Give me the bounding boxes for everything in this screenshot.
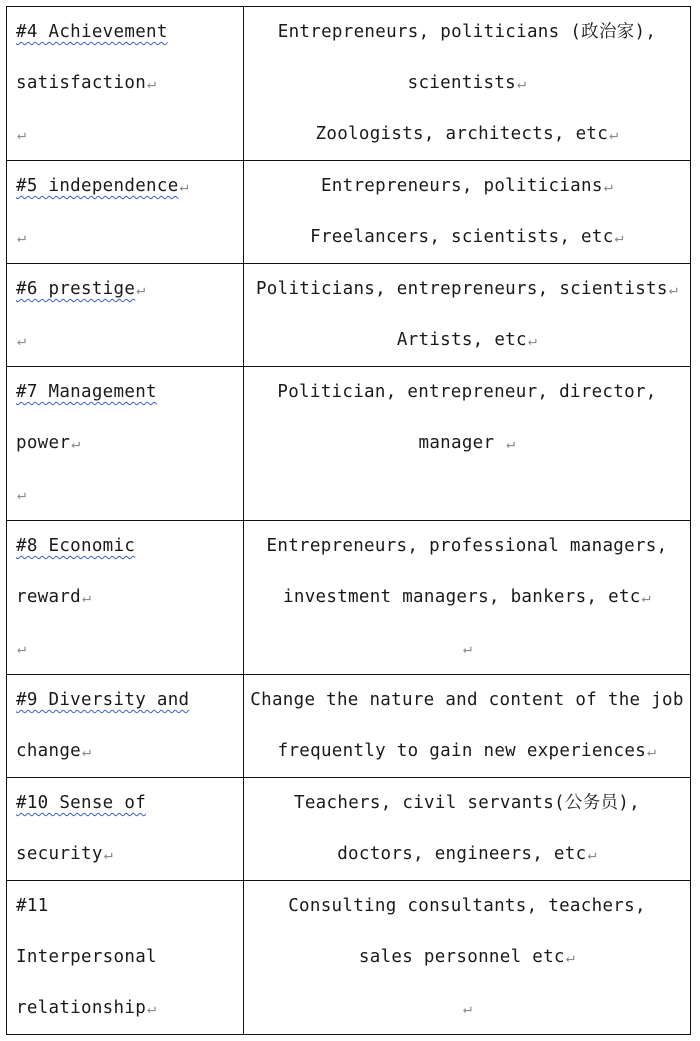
value-category-cell [7,881,244,1035]
category-text: #6 prestige [16,279,136,299]
paragraph-mark-icon: ↵ [17,228,27,246]
example-text: Entrepreneurs, politicians (政治家), [277,22,657,42]
value-category-cell [7,161,244,264]
category-text: satisfaction [16,73,147,93]
category-text: #10 Sense of [16,793,147,813]
paragraph-mark-icon: ↵ [82,742,92,760]
paragraph-mark-icon: ↵ [565,948,576,966]
table-row [7,778,691,881]
example-line [244,881,690,932]
paragraph-mark-icon: ↵ [647,742,657,760]
career-examples-cell [244,778,691,881]
example-line [244,109,690,160]
paragraph-mark-icon: ↵ [603,177,614,195]
example-text: Politician, entrepreneur, director, [277,382,657,402]
table-row [7,367,691,521]
category-line [16,469,243,520]
example-line [244,58,690,109]
category-text: #4 Achievement [16,22,168,42]
example-line [244,212,690,263]
paragraph-mark-icon: ↵ [587,845,597,863]
example-text: frequently to gain new experiences [277,741,647,761]
paragraph-mark-icon: ↵ [614,228,624,246]
category-line [16,881,243,932]
category-line [16,623,243,674]
table-row [7,675,691,778]
category-text: Interpersonal [16,947,157,967]
category-text: relationship [16,998,147,1018]
category-line [16,109,243,160]
category-line [16,521,243,572]
category-text: #9 Diversity and [16,690,190,710]
example-line [244,778,690,829]
paragraph-mark-icon: ↵ [462,639,473,657]
value-category-cell [7,521,244,675]
example-text: Change the nature and content of the job [250,690,684,710]
table-row [7,521,691,675]
paragraph-mark-icon: ↵ [641,588,651,606]
career-examples-cell [244,7,691,161]
category-line [16,572,243,623]
example-text: Freelancers, scientists, etc [310,227,614,247]
category-text: #8 Economic [16,536,136,556]
category-line [16,212,243,263]
example-line [244,572,690,623]
category-text: power [16,433,71,453]
example-line [244,932,690,983]
paragraph-mark-icon: ↵ [71,434,81,452]
paragraph-mark-icon: ↵ [147,999,157,1017]
career-examples-cell [244,367,691,521]
table-row [7,881,691,1035]
example-text: Teachers, civil servants(公务员), [294,793,640,813]
example-text: manager [418,433,506,453]
category-line [16,932,243,983]
example-text: Artists, etc [396,330,527,350]
example-text: sales personnel etc [358,947,565,967]
example-text: doctors, engineers, etc [337,844,587,864]
paragraph-mark-icon: ↵ [17,331,27,349]
example-text: Entrepreneurs, politicians [320,176,603,196]
category-line [16,367,243,418]
example-line [244,264,690,315]
paragraph-mark-icon: ↵ [17,125,27,143]
value-category-cell [7,7,244,161]
example-line [244,367,690,418]
example-line [244,829,690,880]
paragraph-mark-icon: ↵ [462,999,473,1017]
category-text: security [16,844,103,864]
paragraph-mark-icon: ↵ [82,588,92,606]
category-line [16,7,243,58]
category-text: #11 [16,896,49,916]
table-row [7,264,691,367]
value-category-cell [7,675,244,778]
category-line [16,726,243,777]
example-line [244,469,690,520]
category-line [16,161,243,212]
example-text: Politicians, entrepreneurs, scientists [255,279,668,299]
career-examples-cell [244,675,691,778]
career-examples-cell [244,881,691,1035]
category-text: #7 Management [16,382,157,402]
example-line [244,418,690,469]
example-line [244,161,690,212]
example-text: Zoologists, architects, etc [315,124,609,144]
example-line [244,623,690,674]
value-category-cell [7,367,244,521]
value-category-cell [7,264,244,367]
paragraph-mark-icon: ↵ [609,125,619,143]
example-text: investment managers, bankers, etc [283,587,641,607]
paragraph-mark-icon: ↵ [527,331,538,349]
category-line [16,418,243,469]
example-text: Entrepreneurs, professional managers, [266,536,668,556]
example-line [244,726,690,777]
category-line [16,778,243,829]
category-line [16,58,243,109]
category-line [16,829,243,880]
paragraph-mark-icon: ↵ [103,845,114,863]
career-values-table [6,6,691,1035]
category-line [16,675,243,726]
category-line [16,315,243,366]
example-line [244,521,690,572]
career-examples-cell [244,161,691,264]
paragraph-mark-icon: ↵ [517,74,527,92]
example-line [244,675,690,726]
paragraph-mark-icon: ↵ [179,177,189,195]
example-line [244,983,690,1034]
category-text: reward [16,587,82,607]
career-examples-cell [244,521,691,675]
table-row [7,7,691,161]
paragraph-mark-icon: ↵ [17,639,27,657]
paragraph-mark-icon: ↵ [136,280,146,298]
example-text: Consulting consultants, teachers, [288,896,646,916]
paragraph-mark-icon: ↵ [17,485,27,503]
category-text: #5 independence [16,176,179,196]
example-line [244,315,690,366]
example-text: scientists [407,73,516,93]
paragraph-mark-icon: ↵ [147,74,157,92]
value-category-cell [7,778,244,881]
category-line [16,983,243,1034]
example-line [244,7,690,58]
document-page [6,6,691,1035]
category-text: change [16,741,82,761]
table-row [7,161,691,264]
paragraph-mark-icon: ↵ [506,434,516,452]
paragraph-mark-icon: ↵ [668,280,679,298]
category-line [16,264,243,315]
career-examples-cell [244,264,691,367]
